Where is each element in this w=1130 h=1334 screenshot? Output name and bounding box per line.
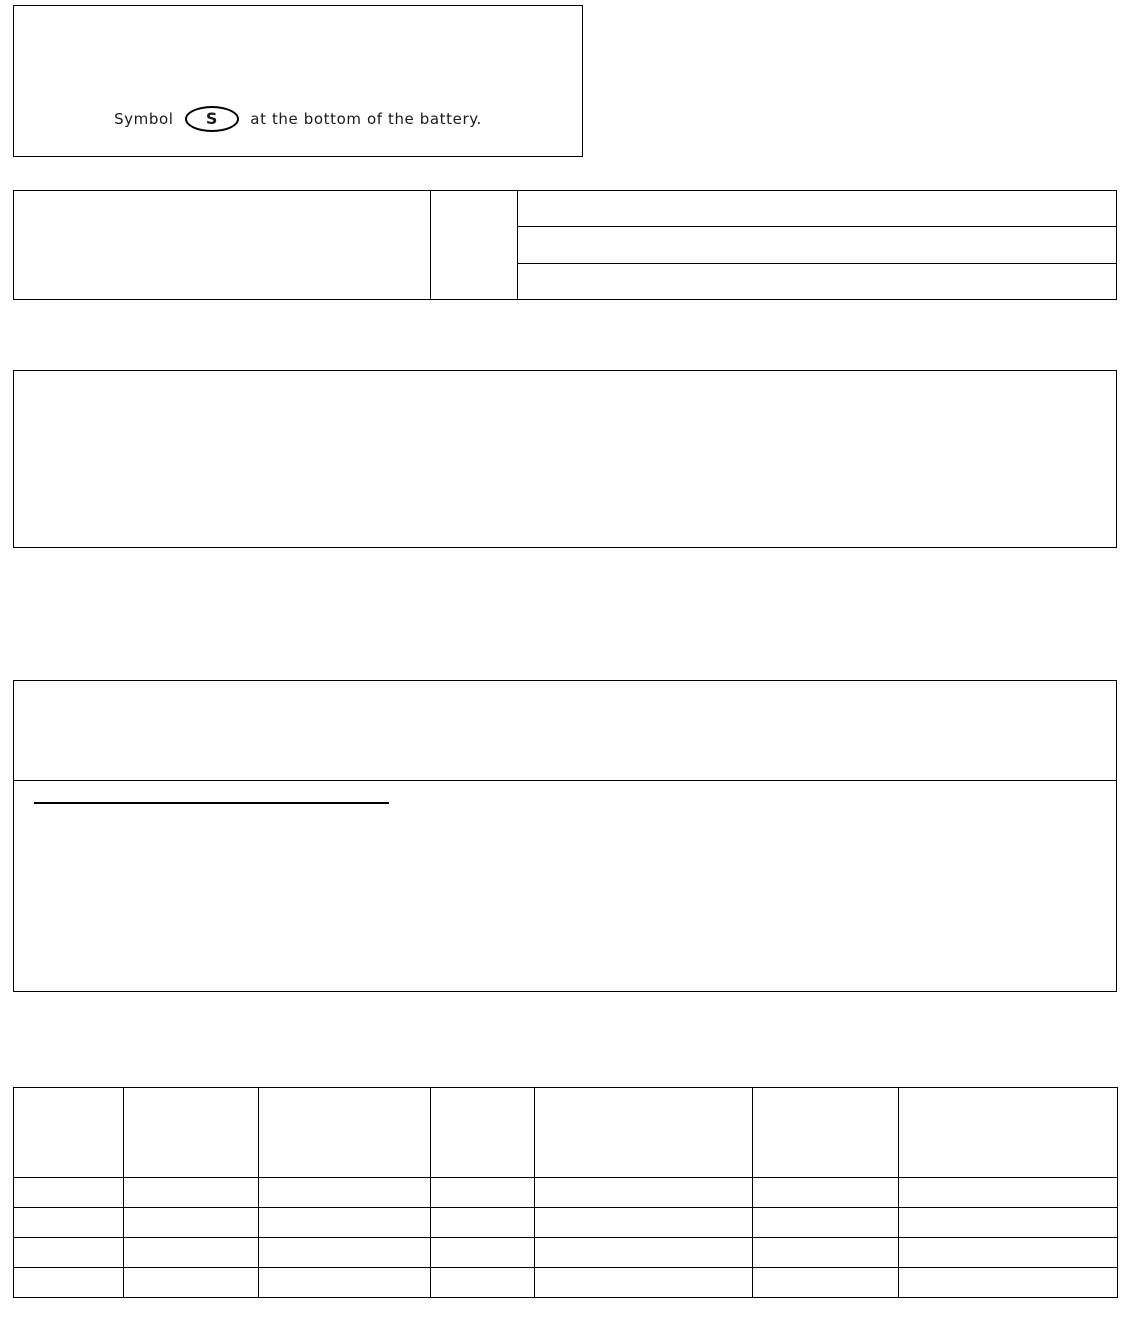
table-row: [14, 1208, 1118, 1238]
cell: [899, 1268, 1118, 1298]
cell: [124, 1208, 259, 1238]
cell: [259, 1208, 431, 1238]
column-header-0: [14, 1088, 124, 1178]
cell: [431, 1208, 535, 1238]
table-header-row: [14, 1088, 1118, 1178]
cell: [535, 1268, 753, 1298]
cell: [124, 1178, 259, 1208]
cell: [899, 1178, 1118, 1208]
cell: [753, 1178, 899, 1208]
symbol-caption: [14, 106, 582, 132]
cell: [124, 1238, 259, 1268]
table-row: [14, 1268, 1118, 1298]
info-right-column: [518, 191, 1116, 299]
info-left-cell: [14, 191, 431, 299]
cell: [753, 1208, 899, 1238]
cell: [14, 1238, 124, 1268]
column-header-1: [124, 1088, 259, 1178]
cell: [259, 1178, 431, 1208]
cell: [259, 1238, 431, 1268]
symbol-caption-suffix: at the bottom of the battery.: [250, 110, 482, 128]
cell: [431, 1268, 535, 1298]
cell: [899, 1238, 1118, 1268]
column-header-2: [259, 1088, 431, 1178]
note-box-primary: [13, 370, 1117, 548]
cell: [535, 1178, 753, 1208]
cell: [14, 1208, 124, 1238]
cell: [899, 1208, 1118, 1238]
cell: [124, 1268, 259, 1298]
column-header-5: [753, 1088, 899, 1178]
cell: [259, 1268, 431, 1298]
cell: [535, 1238, 753, 1268]
cell: [431, 1238, 535, 1268]
symbol-caption-prefix: Symbol: [114, 110, 174, 128]
note-box-secondary-bottom: [14, 781, 1116, 991]
note-box-secondary: [13, 680, 1117, 992]
battery-symbol-icon: S: [185, 106, 239, 132]
table-row: [14, 1178, 1118, 1208]
cell: [431, 1178, 535, 1208]
info-right-row-1: [518, 191, 1116, 227]
cell: [753, 1238, 899, 1268]
cell: [753, 1268, 899, 1298]
info-right-row-2: [518, 227, 1116, 264]
info-mid-cell: [431, 191, 518, 299]
note-box-secondary-top: [14, 681, 1116, 781]
data-table: [13, 1087, 1118, 1298]
cell: [535, 1208, 753, 1238]
cell: [14, 1178, 124, 1208]
table-row: [14, 1238, 1118, 1268]
info-table: [13, 190, 1117, 300]
info-right-row-3: [518, 264, 1116, 299]
column-header-4: [535, 1088, 753, 1178]
column-header-6: [899, 1088, 1118, 1178]
column-header-3: [431, 1088, 535, 1178]
cell: [14, 1268, 124, 1298]
underline-rule: [34, 802, 389, 804]
symbol-callout-box: [13, 5, 583, 157]
